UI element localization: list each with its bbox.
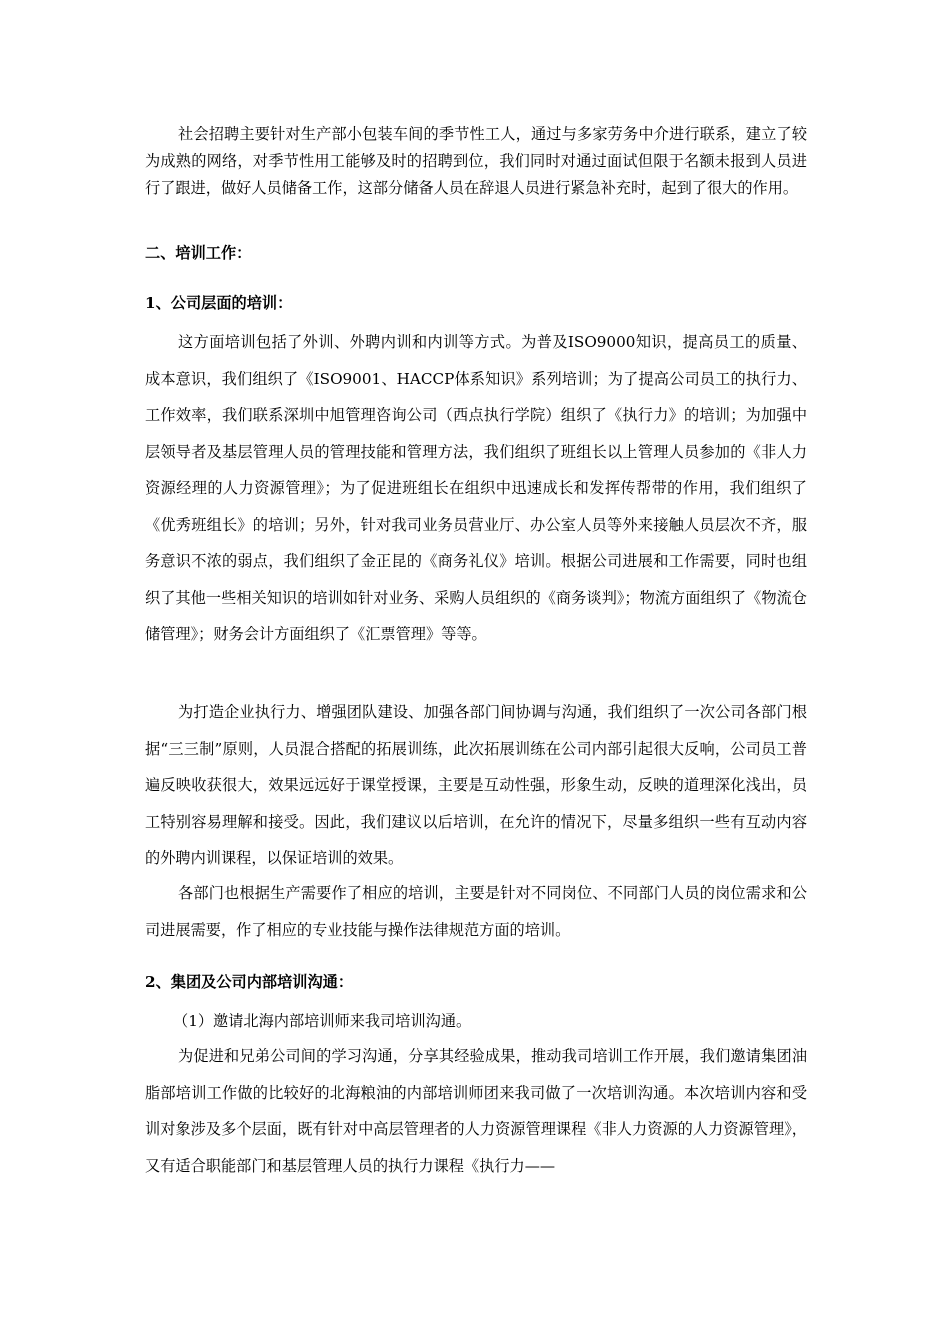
paragraph-team-building: 为打造企业执行力、增强团队建设、加强各部门间协调与沟通，我们组织了一次公司各部门根据“三三制”原则，人员混合搭配的拓展训练，此次拓展训练在公司内部引起很大反响，公司员工普遍反映收获很大，效果远远好于课堂授课，主要是互动性强，形象生动，反映的道理深化浅出，员工特别容易理解和接受。因此，我们建议以后培训，在允许的情况下，尽量多组织一些有互动内容的外聘内训课程，以保证培训的效果。 [145,703,807,867]
paragraph-group-training: 为促进和兄弟公司间的学习沟通，分享其经验成果，推动我司培训工作开展，我们邀请集团油脂部培训工作做的比较好的北海粮油的内部培训师团来我司做了一次培训沟通。本次培训内容和受训对象涉及多个层面，既有针对中高层管理者的人力资源管理课程《非人力资源的人力资源管理》，又有适合职能部门和基层管理人员的执行力课程《执行力—— [145,1047,807,1175]
subheading-invite-trainers: （1）邀请北海内部培训师来我司培训沟通。 [173,1012,472,1030]
subsection-heading-group-training: 2、集团及公司内部培训沟通： [145,973,354,991]
paragraph-company-training: 这方面培训包括了外训、外聘内训和内训等方式。为普及ISO9000知识，提高员工的质量、成本意识，我们组织了《ISO9001、HACCP体系知识》系列培训；为了提高公司员工的执行力、工作效率，我们联系深圳中旭管理咨询公司（西点执行学院）组织了《执行力》的培训；为加强中层领导者及基层管理人员的管理技能和管理方法，我们组织了班组长以上管理人员参加的《非人力资源经理的人力资源管理》；为了促进班组长在组织中迅速成长和发挥传帮带的作用，我们组织了《优秀班组长》的培训；另外，针对我司业务员营业厅、办公室人员等外来接触人员层次不齐，服务意识不浓的弱点，我们组织了金正昆的《商务礼仪》培训。根据公司进展和工作需要，同时也组织了其他一些相关知识的培训如针对业务、采购人员组织的《商务谈判》；物流方面组织了《物流仓储管理》；财务会计方面组织了《汇票管理》等等。 [145,333,807,643]
subsection-heading-company-training: 1、公司层面的培训： [145,294,293,312]
paragraph-recruitment: 社会招聘主要针对生产部小包装车间的季节性工人，通过与多家劳务中介进行联系，建立了较为成熟的网络，对季节性用工能够及时的招聘到位，我们同时对通过面试但限于名额未报到人员进行了跟进，做好人员储备工作，这部分储备人员在辞退人员进行紧急补充时，起到了很大的作用。 [145,125,807,197]
section-heading-training: 二、培训工作： [145,244,252,262]
paragraph-department-training: 各部门也根据生产需要作了相应的培训，主要是针对不同岗位、不同部门人员的岗位需求和公司进展需要，作了相应的专业技能与操作法律规范方面的培训。 [145,884,807,939]
